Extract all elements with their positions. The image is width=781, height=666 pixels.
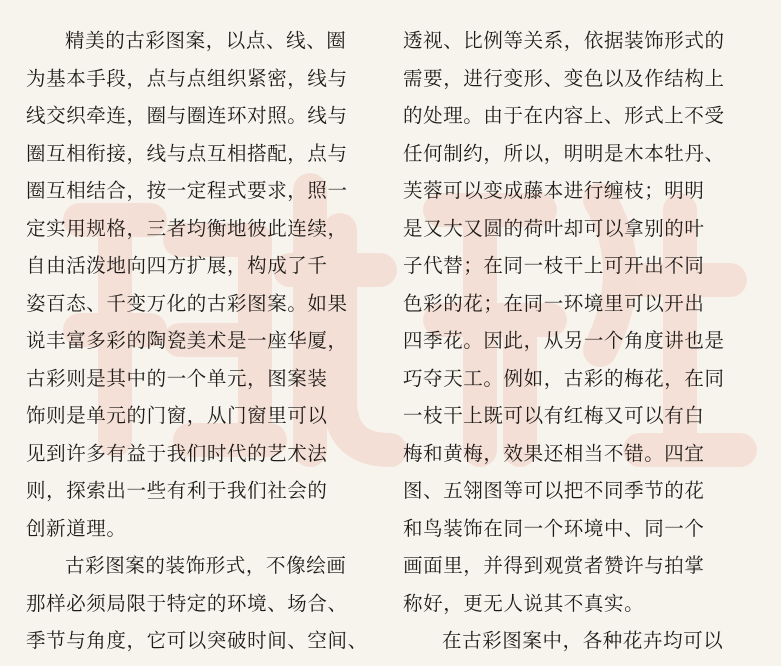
text-line: 姿百态、千变万化的古彩图案。如果 xyxy=(26,291,348,315)
text-line: 称好，更无人说其不真实。 xyxy=(403,591,645,615)
text-line: 古彩图案的装饰形式，不像绘画 xyxy=(65,554,347,577)
text-line: 任何制约，所以，明明是木本牡丹、 xyxy=(403,141,725,165)
text-line: 一枝干上既可以有红梅又可以有白 xyxy=(403,404,705,427)
text-line: 图、五翎图等可以把不同季节的花 xyxy=(403,479,705,502)
text-line: 在古彩图案中，各种花卉均可以 xyxy=(442,629,724,652)
text-line: 则，探索出一些有利于我们社会的 xyxy=(26,479,328,502)
left-column xyxy=(26,22,374,660)
text-line: 圈互相结合，按一定程式要求，照一 xyxy=(26,179,348,202)
text-line: 巧夺天工。例如，古彩的梅花，在同 xyxy=(403,366,725,390)
text-line: 定实用规格，三者均衡地彼此连续， xyxy=(26,216,348,240)
text-line: 精美的古彩图案，以点、线、圈 xyxy=(65,29,347,52)
text-line: 古彩则是其中的一个单元，图案装 xyxy=(26,366,328,390)
text-line: 是又大又圆的荷叶却可以拿别的叶 xyxy=(403,216,705,240)
text-line: 画面里，并得到观赏者赞许与拍掌 xyxy=(403,554,705,577)
text-line: 梅和黄梅，效果还相当不错。四宜 xyxy=(403,441,705,465)
text-line: 见到许多有益于我们时代的艺术法 xyxy=(26,441,328,465)
right-column xyxy=(403,22,751,660)
text-line: 色彩的花；在同一环境里可以开出 xyxy=(403,291,705,315)
text-line: 自由活泼地向四方扩展，构成了千 xyxy=(26,254,328,277)
text-line: 的处理。由于在内容上、形式上不受 xyxy=(403,104,725,127)
text-line: 饰则是单元的门窗，从门窗里可以 xyxy=(26,404,328,427)
text-line: 为基本手段，点与点组织紧密，线与 xyxy=(26,66,348,90)
text-line: 季节与角度，它可以突破时间、空间、 xyxy=(26,629,368,652)
text-line: 四季花。因此，从另一个角度讲也是 xyxy=(403,329,725,352)
text-line: 线交织牵连，圈与圈连环对照。线与 xyxy=(26,104,348,127)
text-line: 芙蓉可以变成藤本进行缠枝；明明 xyxy=(403,179,705,202)
text-line: 那样必须局限于特定的环境、场合、 xyxy=(26,591,348,615)
text-line: 创新道理。 xyxy=(26,516,127,540)
text-line: 子代替；在同一枝干上可开出不同 xyxy=(403,254,705,277)
text-line: 圈互相衔接，线与点互相搭配，点与 xyxy=(26,141,348,165)
text-line: 需要，进行变形、变色以及作结构上 xyxy=(403,66,725,90)
text-line: 说丰富多彩的陶瓷美术是一座华厦， xyxy=(26,329,348,352)
text-line: 和鸟装饰在同一个环境中、同一个 xyxy=(403,516,705,540)
text-line: 透视、比例等关系，依据装饰形式的 xyxy=(403,29,725,52)
